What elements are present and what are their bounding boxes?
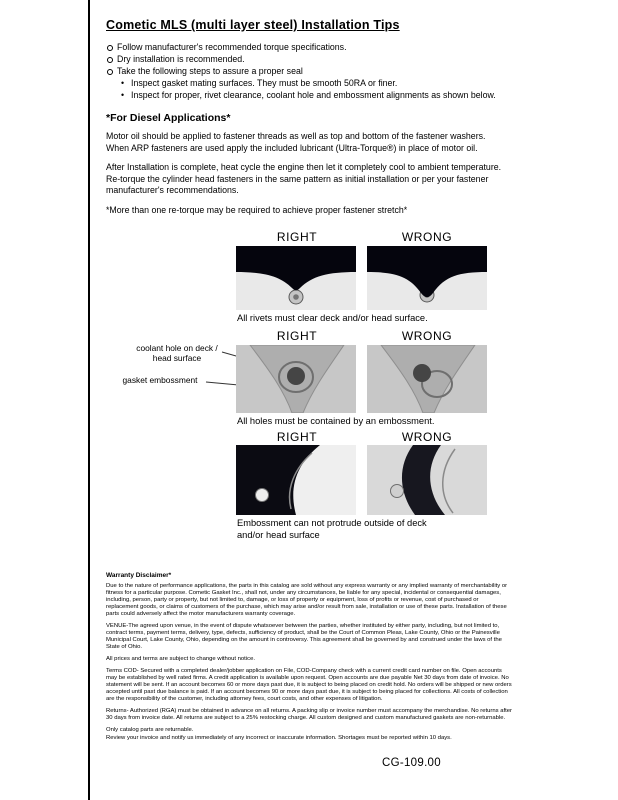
retorque-note: *More than one re-torque may be required to achieve proper fastener stretch* [106,204,408,215]
diesel-paragraph-1: Motor oil should be applied to fastener threads as well as top and bottom of the fastener washers. When ARP fasteners are used apply the included lubricant (Ultra-Torque®) in place of motor oil. [106,131,486,153]
sub-bullet-item: • Inspect gasket mating surfaces. They must be smooth 50RA or finer. [121,77,510,89]
rivet-wrong-diagram [366,246,488,310]
figure-rivet-right [236,246,356,310]
coolant-hole [287,367,305,385]
wrong-column-header: WRONG [401,230,453,244]
caption-embossment: Embossment can not protrude outside of deck and/or head surface [237,518,427,540]
right-column-header: RIGHT [276,329,318,343]
warranty-disclaimer-section [106,572,512,747]
caption-holes: All holes must be contained by an embossment. [237,416,435,426]
page-edge-rule [88,0,90,800]
rivet-center [293,294,299,300]
intro-text-column [106,18,510,216]
legal-paragraph: Due to the nature of performance applications, the parts in this catalog are sold without any express warranty or any implied warranty of merchantability or fitness for a particular purpose. Cometic Gasket Inc., shall not, under any circumstances, be liable for any special, incidental or consequential damages, including, person, party or property, but not limited to, damage, or loss of property or equipment, loss of profits or revenue, cost of purchased or replacement goods, or claims of customers of the purchase, which may arise and/or result from sale, installation or use of these parts. Installation of these parts could adversely affect the motor manufacturers warranty coverage. [106,583,508,617]
holes-right-diagram [236,345,356,413]
legal-paragraph: Review your invoice and notify us immediately of any incorrect or inaccurate information. Shortages must be reported within 10 days. [106,735,452,741]
legal-paragraph: VENUE-The agreed upon venue, in the event of dispute whatsoever between the parties, whether instituted by either party, including, but not limited to, contract terms, payment terms, delivery, type, defects, sufficiency of product, shall be the Court of Common Pleas, Lake County, Ohio or the Painesville Municipal Court, Lake County, Ohio, depending on the amount in controversy. This agreement shall be governed by and construed under the laws of the State of Ohio. [106,623,502,650]
right-column-header: RIGHT [276,230,318,244]
right-column-header: RIGHT [276,430,318,444]
caption-rivets: All rivets must clear deck and/or head surface. [237,313,428,323]
figure-embossment-wrong [366,445,488,515]
bullet-item: Follow manufacturer's recommended torque specifications. [106,41,510,53]
diesel-paragraph-2: After Installation is complete, heat cycle the engine then let it completely cool to ambient temperature. Re-torque the cylinder head fasteners in the same pattern as initial installation or per your fastener manufacturer's recommendations. [106,162,502,195]
bolt-hole [256,489,269,502]
embossment-right-diagram [236,445,356,515]
page-title: Cometic MLS (multi layer steel) Installation Tips [106,18,400,32]
warranty-disclaimer-heading: Warranty Disclaimer* [106,572,172,579]
gasket-embossment-callout: gasket embossment [122,375,198,385]
bolt-hole [391,485,404,498]
sub-bullet-item: • Inspect for proper, rivet clearance, coolant hole and embossment alignments as shown below. [121,89,510,101]
bullet-item: Take the following steps to assure a proper seal [106,65,510,77]
legal-paragraph: Terms COD- Secured with a completed dealer/jobber application on File, COD-Company check with a current credit card number on file. Open accounts may be established by well rated firms. A credit application is available upon request. Open accounts are due payable Net 30 days from date of invoice. No statement will be sent. If an account becomes 60 or more days past due, it is subject to being placed on credit hold. No orders will be shipped or new orders accepted until past due balance is paid. If an account becomes 90 or more days past due, it is subject to being placed for collections. All costs of collection are the responsibility of the customer, including attorney fees, court costs, and other expenses of litigation. [106,668,512,702]
diesel-applications-heading: *For Diesel Applications* [106,112,231,124]
holes-wrong-diagram [366,345,488,413]
legal-paragraph: All prices and terms are subject to change without notice. [106,656,255,662]
figure-embossment-right [236,445,356,515]
coolant-hole-outside [413,364,431,382]
figure-holes-wrong [366,345,488,413]
rivet-right-diagram [236,246,356,310]
figure-rivet-wrong [366,246,488,310]
wrong-column-header: WRONG [401,329,453,343]
figure-holes-right [236,345,356,413]
bullet-item: Dry installation is recommended. [106,53,510,65]
wrong-column-header: WRONG [401,430,453,444]
embossment-wrong-diagram [366,445,488,515]
legal-paragraph: Returns- Authorized (RGA) must be obtained in advance on all returns. A packing slip or invoice number must accompany the merchandise. No returns after 30 days from invoice date. All returns are subject to a 25% restocking charge. All custom designed and custom manufactured gaskets are non-returnable. [106,708,513,721]
coolant-hole-callout: coolant hole on deck / head surface [136,343,218,363]
legal-paragraph: Only catalog parts are returnable. [106,727,194,733]
catalog-page-code: CG-109.00 [382,757,441,769]
